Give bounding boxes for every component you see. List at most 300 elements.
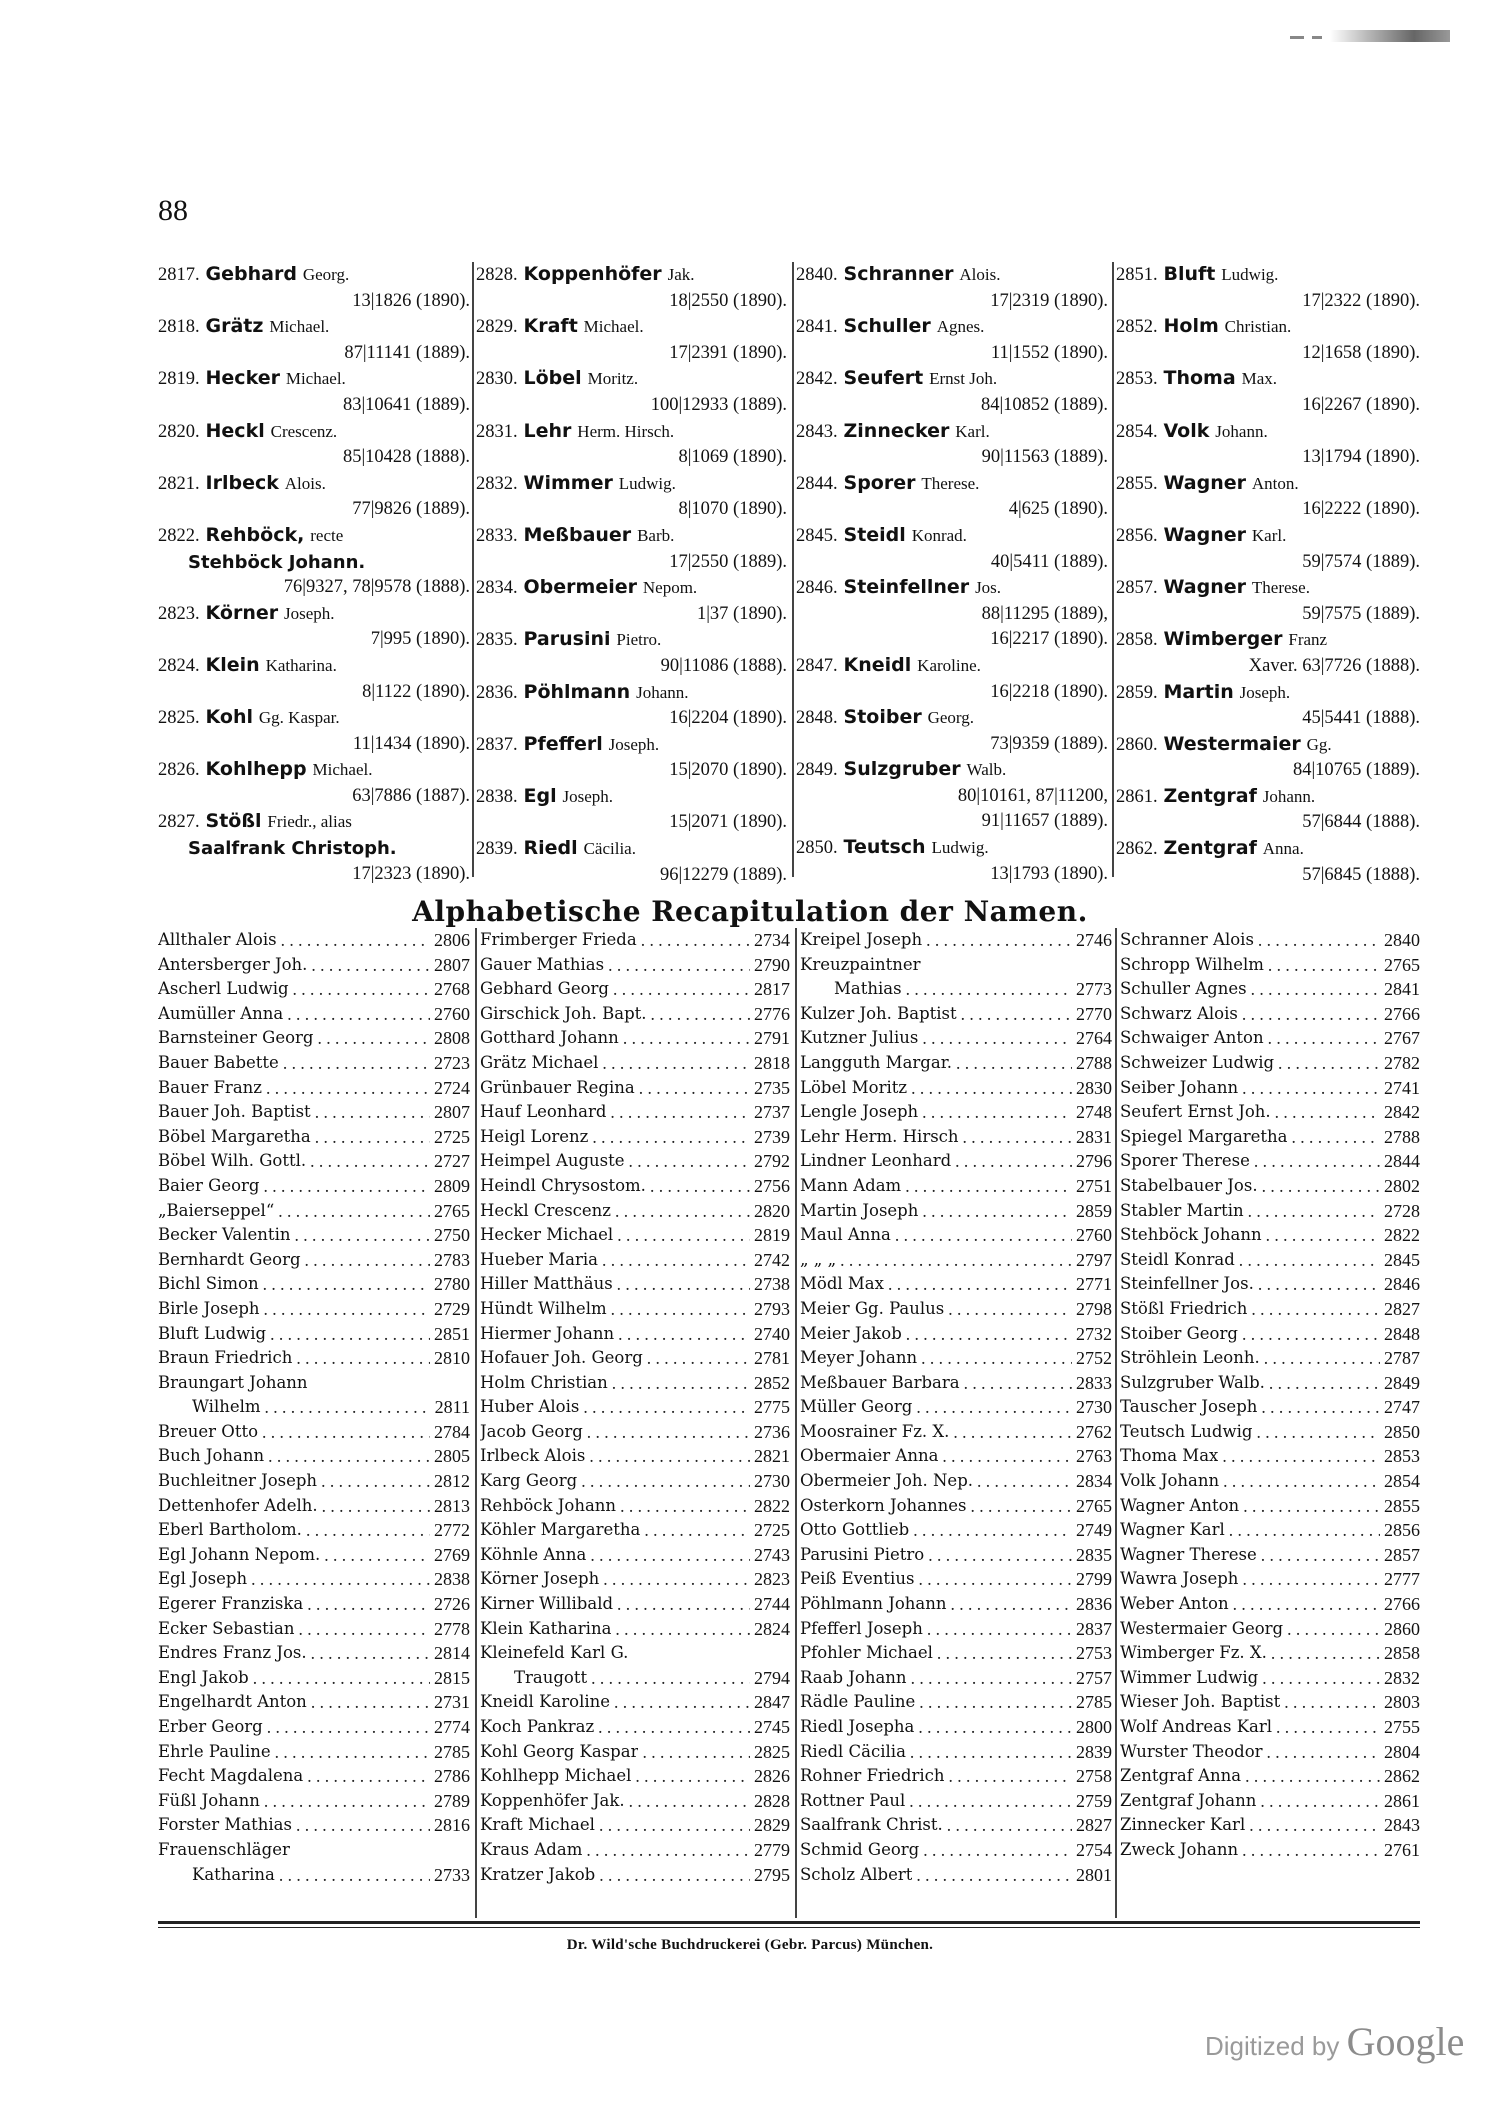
- leader-dots: [919, 1838, 1072, 1863]
- index-row: [158, 1444, 470, 1469]
- index-name: Schmid Georg: [800, 1839, 920, 1859]
- leader-dots: [635, 1076, 750, 1101]
- index-number: 2822: [754, 1495, 790, 1516]
- entry-reference: 96|12279 (1889).: [659, 864, 787, 885]
- index-row: [480, 1149, 790, 1174]
- entry-surname: Schranner: [843, 263, 954, 285]
- index-column: [800, 928, 1112, 1887]
- index-name: Schranner Alois: [1120, 930, 1254, 949]
- register-entry: [1116, 732, 1420, 784]
- index-name: Barnsteiner Georg: [158, 1028, 314, 1048]
- entry-heading: [796, 653, 1108, 680]
- leader-dots: [583, 1420, 750, 1445]
- entry-heading: [158, 262, 470, 289]
- index-number: 2730: [1076, 1397, 1112, 1418]
- index-name: Heimpel Auguste: [480, 1151, 625, 1171]
- index-name: Bluft Ludwig: [158, 1323, 267, 1343]
- entry-heading: [158, 757, 470, 784]
- index-row: [158, 1297, 470, 1322]
- index-row: [1120, 1149, 1420, 1174]
- entry-reference: 1|37 (1890).: [696, 603, 787, 624]
- leader-dots: [301, 1248, 430, 1273]
- register-entry: [796, 575, 1108, 653]
- index-row: [158, 1813, 470, 1838]
- index-row: [1120, 1469, 1420, 1494]
- index-name: Fecht Magdalena: [158, 1766, 304, 1786]
- index-number: 2835: [1076, 1544, 1112, 1565]
- entry-given-name: Franz: [1288, 630, 1328, 650]
- leader-dots: [274, 1199, 430, 1224]
- index-name: Moosrainer Fz. X.: [800, 1421, 950, 1441]
- index-row: [158, 1248, 470, 1273]
- leader-dots: [643, 1346, 750, 1371]
- watermark-prefix: Digitized by: [1205, 2031, 1340, 2061]
- entry-surname: Riedl: [523, 837, 578, 860]
- index-name: Engl Jakob: [158, 1667, 249, 1687]
- entry-given-name: Johann.: [1262, 786, 1316, 806]
- leader-dots: [313, 1026, 430, 1051]
- leader-dots: [933, 1641, 1072, 1666]
- entry-given-name: Georg.: [302, 265, 350, 284]
- index-name: Erber Georg: [158, 1717, 263, 1736]
- register-column: [158, 262, 470, 884]
- index-row: [1120, 1395, 1420, 1420]
- entry-heading: [476, 419, 787, 446]
- index-name: Ascherl Ludwig: [158, 979, 289, 999]
- index-name: Buchleitner Joseph: [158, 1471, 318, 1491]
- leader-dots: [311, 1100, 430, 1125]
- index-row: [1120, 1076, 1420, 1101]
- index-number: 2798: [1076, 1298, 1112, 1319]
- entry-heading: [796, 575, 1108, 602]
- column-divider: [475, 928, 477, 1918]
- index-number: 2768: [434, 979, 470, 1000]
- index-name: Kratzer Jakob: [480, 1864, 596, 1884]
- leader-dots: [264, 1444, 430, 1469]
- leader-dots: [604, 953, 750, 978]
- index-row: [1120, 1543, 1420, 1568]
- index-row: [800, 1592, 1112, 1617]
- leader-dots: [302, 1518, 430, 1543]
- leader-dots: [608, 1371, 750, 1396]
- index-number: 2743: [754, 1544, 790, 1565]
- entry-given-name: Agnes.: [936, 317, 985, 337]
- leader-dots: [1235, 1248, 1380, 1273]
- entry-surname: Rehböck,: [205, 523, 305, 546]
- entry-reference: 59|7574 (1889).: [1302, 551, 1420, 572]
- entry-number: 2822.: [158, 525, 200, 546]
- entry-number: 2849.: [796, 760, 838, 781]
- index-name: Traugott: [514, 1667, 588, 1687]
- index-column: [158, 928, 470, 1887]
- entry-given-name: Jos.: [975, 578, 1002, 598]
- index-row: [480, 1346, 790, 1371]
- index-number: 2745: [754, 1717, 790, 1737]
- leader-dots: [912, 1863, 1072, 1888]
- index-name: Frimberger Frieda: [480, 930, 637, 949]
- leader-dots: [271, 1740, 430, 1765]
- leader-dots: [901, 1174, 1072, 1199]
- leader-dots: [1288, 1125, 1380, 1150]
- index-name: Langguth Margar.: [800, 1052, 953, 1072]
- index-name: Stabler Martin: [1120, 1200, 1244, 1220]
- entry-number: 2846.: [796, 578, 838, 599]
- leader-dots: [637, 928, 750, 953]
- index-name: Jacob Georg: [480, 1421, 583, 1441]
- index-row: [1120, 1592, 1420, 1617]
- index-name: Holm Christian: [480, 1372, 608, 1392]
- leader-dots: [598, 1248, 750, 1273]
- index-name: Allthaler Alois: [158, 930, 277, 949]
- index-row: [1120, 1494, 1420, 1519]
- index-number: 2728: [1384, 1200, 1420, 1221]
- entry-surname: Schuller: [843, 315, 931, 338]
- index-number: 2822: [1384, 1225, 1420, 1246]
- entry-heading: [796, 366, 1108, 393]
- leader-dots: [279, 1051, 430, 1076]
- index-row: [800, 1764, 1112, 1789]
- index-row: [800, 1002, 1112, 1027]
- leader-dots: [303, 1764, 430, 1789]
- entry-reference: 88|11295 (1889),: [981, 603, 1108, 624]
- entry-number: 2850.: [796, 838, 838, 859]
- entry-number: 2832.: [476, 473, 518, 494]
- entry-number: 2820.: [158, 421, 200, 442]
- index-number: 2838: [434, 1569, 470, 1590]
- index-name: Hiermer Johann: [480, 1323, 615, 1343]
- entry-surname: Meßbauer: [523, 523, 632, 546]
- index-row: [158, 1346, 470, 1371]
- entry-surname: Hecker: [205, 367, 280, 390]
- entry-number: 2843.: [796, 421, 838, 442]
- index-row: [800, 1199, 1112, 1224]
- entry-reference: 45|5441 (1888).: [1302, 708, 1420, 729]
- register-entry: [1116, 366, 1420, 418]
- register-entry: [158, 809, 470, 887]
- index-row: [1120, 1518, 1420, 1543]
- entry-reference: 40|5411 (1889).: [990, 551, 1108, 572]
- index-number: 2757: [1076, 1667, 1112, 1688]
- entry-given-name: Anna.: [1262, 839, 1304, 859]
- leader-dots: [1238, 1322, 1380, 1347]
- index-name: Weber Anton: [1120, 1594, 1229, 1614]
- index-name: Wimberger Fz. X.: [1120, 1643, 1267, 1663]
- leader-dots: [1264, 1026, 1380, 1051]
- leader-dots: [914, 1715, 1072, 1740]
- entry-given-name: Moritz.: [587, 369, 639, 389]
- entry-heading: [158, 809, 470, 836]
- index-name: Katharina: [192, 1864, 275, 1884]
- index-name: Schuller Agnes: [1120, 979, 1247, 999]
- index-name: Bauer Joh. Baptist: [158, 1102, 311, 1122]
- entry-given-name: Ludwig.: [618, 473, 676, 493]
- index-row: [158, 1764, 470, 1789]
- entry-heading: [796, 262, 1108, 289]
- register-entry: [476, 366, 787, 418]
- index-column: [1120, 928, 1420, 1863]
- index-row: [800, 1297, 1112, 1322]
- index-row: [1120, 1248, 1420, 1273]
- digitization-watermark: [1205, 2018, 1464, 2065]
- index-name: Egl Joseph: [158, 1569, 248, 1589]
- entry-heading: [476, 836, 787, 863]
- register-entry: [796, 366, 1108, 418]
- index-row: [1120, 1715, 1420, 1740]
- leader-dots: [588, 1125, 750, 1150]
- entry-reference: 15|2071 (1890).: [669, 812, 787, 833]
- entry-number: 2838.: [476, 786, 518, 807]
- index-number: 2726: [434, 1594, 470, 1615]
- leader-dots: [306, 1149, 430, 1174]
- index-row: [1120, 1346, 1420, 1371]
- index-row: [158, 1543, 470, 1568]
- index-row: [158, 1223, 470, 1248]
- entry-given-name: Katharina.: [265, 655, 337, 675]
- index-number: 2857: [1384, 1544, 1420, 1565]
- index-name: Zinnecker Karl: [1120, 1815, 1246, 1835]
- index-row: [800, 1371, 1112, 1396]
- register-entry: [796, 705, 1108, 757]
- index-number: 2793: [754, 1298, 790, 1319]
- leader-dots: [586, 1543, 750, 1568]
- index-name: Koch Pankraz: [480, 1717, 595, 1736]
- entry-heading: [476, 680, 787, 707]
- index-number: 2734: [754, 930, 790, 950]
- index-number: 2806: [434, 930, 470, 950]
- index-number: 2852: [754, 1372, 790, 1393]
- leader-dots: [1247, 977, 1380, 1002]
- index-number: 2813: [434, 1495, 470, 1516]
- index-name: Westermaier Georg: [1120, 1618, 1284, 1638]
- index-row: [800, 1863, 1112, 1888]
- index-number: 2785: [434, 1741, 470, 1762]
- index-row: [158, 1395, 470, 1420]
- index-name: Eberl Bartholom.: [158, 1520, 302, 1540]
- index-number: 2792: [754, 1151, 790, 1172]
- entry-heading: [476, 471, 787, 498]
- index-number: 2814: [434, 1643, 470, 1664]
- index-name: Huber Alois: [480, 1397, 580, 1417]
- index-row: [1120, 1272, 1420, 1297]
- footer-rule: [158, 1927, 1420, 1928]
- index-row: [480, 1100, 790, 1125]
- leader-dots: [616, 1494, 750, 1519]
- entry-number: 2847.: [796, 655, 838, 676]
- entry-reference: 17|2322 (1890).: [1302, 290, 1420, 311]
- entry-surname: Gebhard: [205, 263, 297, 285]
- index-number: 2819: [754, 1225, 790, 1246]
- leader-dots: [320, 1543, 430, 1568]
- register-entry: [1116, 471, 1420, 523]
- entry-reference: 13|1826 (1890).: [352, 290, 470, 311]
- index-row: [480, 1666, 790, 1691]
- entry-heading: [476, 627, 787, 654]
- index-name: Engelhardt Anton: [158, 1692, 307, 1712]
- index-number: 2862: [1384, 1766, 1420, 1787]
- entry-given-name: Johann.: [1215, 421, 1268, 441]
- register-entry: [158, 705, 470, 757]
- entry-reference: 16|2222 (1890).: [1302, 499, 1420, 520]
- register-entry: [796, 835, 1108, 887]
- leader-dots: [646, 1174, 750, 1199]
- index-number: 2765: [434, 1200, 470, 1221]
- index-name: Klein Katharina: [480, 1618, 612, 1638]
- index-number: 2746: [1076, 930, 1112, 950]
- index-number: 2782: [1384, 1052, 1420, 1073]
- index-number: 2816: [434, 1815, 470, 1836]
- index-row: [480, 1199, 790, 1224]
- index-number: 2821: [754, 1446, 790, 1467]
- index-row: [480, 1002, 790, 1027]
- entry-given-name: Therese.: [1251, 578, 1310, 598]
- index-name: Saalfrank Christ.: [800, 1815, 943, 1835]
- entry-given-name: Joseph.: [1239, 682, 1291, 702]
- index-row: [480, 1248, 790, 1273]
- index-row: [800, 1149, 1112, 1174]
- index-number: 2788: [1384, 1126, 1420, 1147]
- leader-dots: [613, 1272, 750, 1297]
- index-name: Mann Adam: [800, 1175, 902, 1195]
- index-row: [800, 1026, 1112, 1051]
- entry-given-name: Michael.: [269, 317, 330, 337]
- entry-heading: [158, 366, 470, 393]
- entry-reference: 8|1122 (1890).: [362, 681, 470, 702]
- index-row: [800, 1248, 1112, 1273]
- index-row: [158, 1174, 470, 1199]
- entry-reference: 84|10765 (1889).: [1292, 760, 1420, 781]
- leader-dots: [277, 928, 430, 953]
- index-name: Riedl Cäcilia: [800, 1741, 906, 1761]
- index-name: Löbel Moritz: [800, 1077, 908, 1097]
- index-name: Lehr Herm. Hirsch: [800, 1126, 959, 1146]
- index-row: [158, 1838, 470, 1863]
- entry-surname: Wagner: [1163, 471, 1247, 494]
- index-number: 2843: [1384, 1815, 1420, 1836]
- entry-number: 2831.: [476, 421, 518, 442]
- index-name: Kraus Adam: [480, 1839, 583, 1859]
- leader-dots: [944, 1764, 1072, 1789]
- register-entry: [1116, 575, 1420, 627]
- entry-surname: Wimberger: [1163, 628, 1283, 651]
- index-row: [480, 928, 790, 953]
- leader-dots: [918, 1199, 1072, 1224]
- leader-dots: [947, 1592, 1072, 1617]
- index-name: Mathias: [834, 979, 902, 999]
- index-name: Braungart Johann: [158, 1372, 308, 1392]
- entry-heading: [158, 314, 470, 341]
- index-row: [1120, 1838, 1420, 1863]
- index-number: 2860: [1384, 1618, 1420, 1639]
- index-name: Steinfellner Jos.: [1120, 1274, 1254, 1294]
- index-row: [800, 928, 1112, 953]
- index-row: [800, 1223, 1112, 1248]
- entry-heading: [158, 653, 470, 680]
- index-name: Gotthard Johann: [480, 1028, 619, 1048]
- index-name: Wieser Joh. Baptist: [1120, 1692, 1281, 1712]
- index-row: [158, 1371, 470, 1396]
- index-number: 2853: [1384, 1446, 1420, 1467]
- index-number: 2773: [1076, 979, 1112, 1000]
- index-number: 2859: [1076, 1200, 1112, 1221]
- entry-surname: Löbel: [523, 367, 582, 390]
- index-number: 2826: [754, 1766, 790, 1787]
- entry-number: 2853.: [1116, 369, 1158, 390]
- entry-heading: [476, 732, 787, 759]
- leader-dots: [260, 1297, 430, 1322]
- index-row: [1120, 1567, 1420, 1592]
- index-number: 2763: [1076, 1446, 1112, 1467]
- index-row: [480, 1322, 790, 1347]
- index-row: [158, 1863, 470, 1888]
- entry-heading: [1116, 627, 1420, 654]
- index-row: [800, 1838, 1112, 1863]
- index-number: 2788: [1076, 1052, 1112, 1073]
- register-entry: [476, 575, 787, 627]
- index-number: 2754: [1076, 1839, 1112, 1860]
- index-number: 2766: [1384, 1003, 1420, 1024]
- index-name: Pfefferl Joseph: [800, 1618, 923, 1638]
- entry-given-name: Crescenz.: [270, 421, 338, 441]
- leader-dots: [258, 1420, 430, 1445]
- index-number: 2760: [1076, 1225, 1112, 1246]
- index-name: Rottner Paul: [800, 1790, 906, 1810]
- index-number: 2785: [1076, 1692, 1112, 1713]
- index-row: [800, 977, 1112, 1002]
- index-row: [1120, 1322, 1420, 1347]
- index-name: Ehrle Pauline: [158, 1741, 271, 1761]
- entry-number: 2860.: [1116, 734, 1158, 755]
- index-name: Endres Franz Jos.: [158, 1643, 307, 1663]
- leader-dots: [952, 1051, 1072, 1076]
- entry-heading: [158, 601, 470, 628]
- watermark-brand: Google: [1346, 2019, 1465, 2064]
- index-row: [158, 1494, 470, 1519]
- leader-dots: [283, 1002, 430, 1027]
- leader-dots: [1219, 1469, 1380, 1494]
- entry-number: 2858.: [1116, 630, 1158, 651]
- index-name: Breuer Otto: [158, 1421, 259, 1441]
- register-entry: [1116, 627, 1420, 679]
- entry-given-name: Therese.: [921, 473, 980, 493]
- leader-dots: [611, 1617, 750, 1642]
- index-name: Steidl Konrad: [1120, 1249, 1235, 1269]
- index-name: Hauf Leonhard: [480, 1102, 607, 1122]
- register-column: [476, 262, 787, 885]
- index-number: 2828: [754, 1790, 790, 1811]
- entry-surname: Sporer: [843, 471, 916, 494]
- entry-number: 2859.: [1116, 682, 1158, 703]
- index-number: 2844: [1384, 1151, 1420, 1172]
- register-entry: [476, 262, 787, 314]
- entry-number: 2828.: [476, 265, 518, 285]
- index-number: 2776: [754, 1003, 790, 1024]
- index-number: 2849: [1384, 1372, 1420, 1393]
- entry-surname: Sulzgruber: [843, 758, 961, 781]
- index-name: Antersberger Joh.: [158, 954, 308, 974]
- entry-reference: 16|2267 (1890).: [1302, 394, 1420, 415]
- index-name: Schwarz Alois: [1120, 1003, 1238, 1023]
- index-row: [1120, 1002, 1420, 1027]
- index-name: Buch Johann: [158, 1446, 265, 1466]
- leader-dots: [1260, 1346, 1380, 1371]
- index-name: Meyer Johann: [800, 1348, 918, 1368]
- index-name: Riedl Josepha: [800, 1717, 915, 1736]
- entry-reference: 59|7575 (1889).: [1302, 603, 1420, 624]
- leader-dots: [902, 1322, 1072, 1347]
- index-row: [800, 1494, 1112, 1519]
- index-name: Aumüller Anna: [158, 1003, 284, 1023]
- entry-heading: [1116, 732, 1420, 759]
